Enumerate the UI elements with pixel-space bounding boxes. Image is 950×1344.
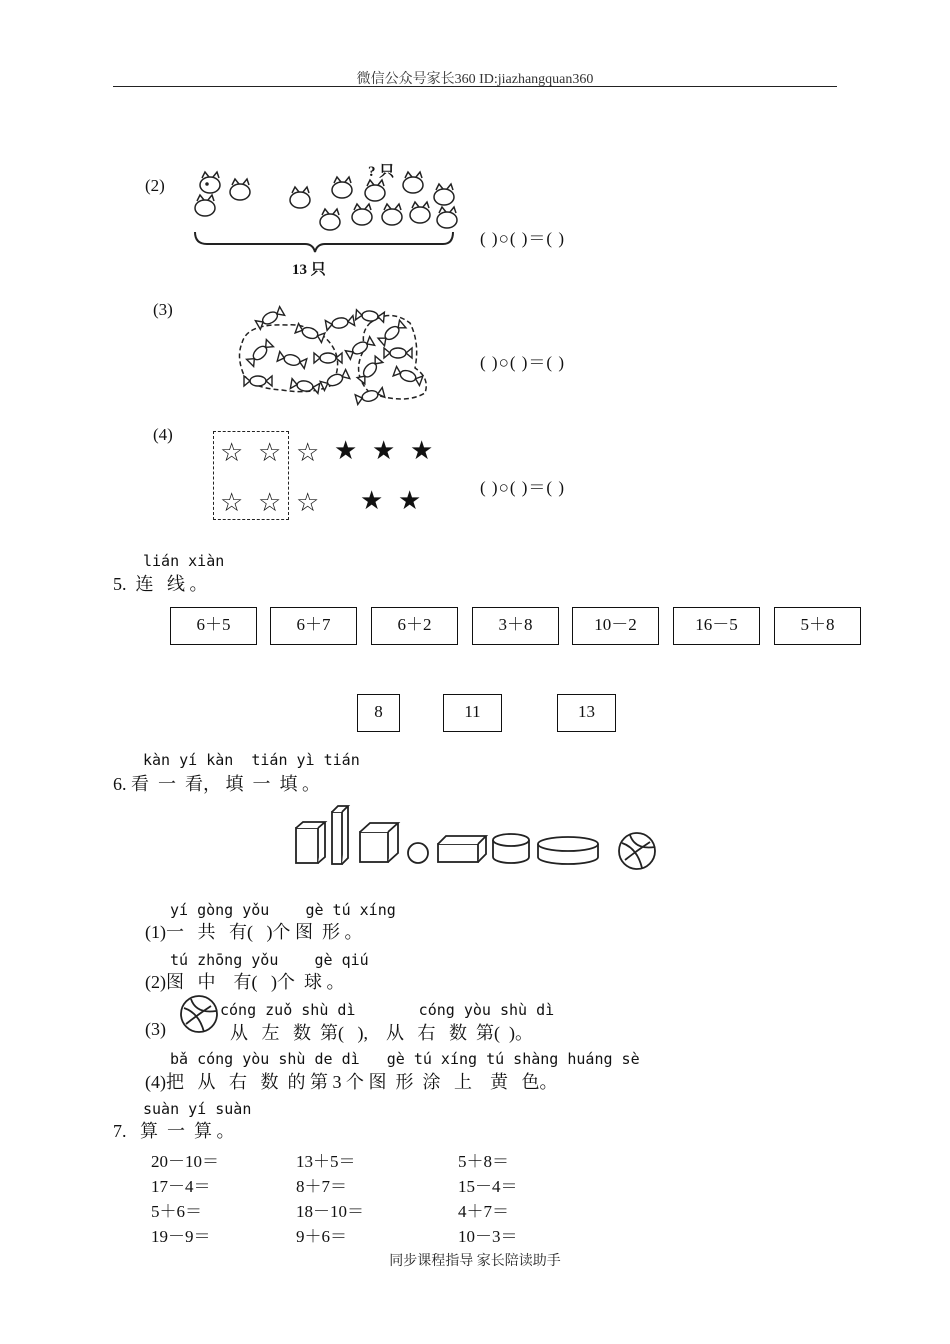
q6-sub1: (1)一 共 有( )个 图 形 。 [145, 922, 363, 942]
calc-item[interactable]: 18－10＝ [296, 1202, 364, 1221]
expression-box[interactable]: 6＋7 [270, 607, 357, 645]
filled-star-icon: ★ [372, 436, 396, 465]
q6-sub3-number: (3) [145, 1019, 166, 1039]
problem-4-equation[interactable]: ( )○( )＝( ) [480, 478, 565, 497]
expression-box[interactable]: 6＋5 [170, 607, 257, 645]
q5-pinyin: lián xiàn [143, 552, 225, 570]
calc-item[interactable]: 4＋7＝ [458, 1202, 509, 1221]
shapes-illustration [290, 800, 665, 875]
header-rule [113, 86, 837, 87]
candy-icon [244, 376, 272, 386]
problem-2-number: (2) [145, 176, 165, 195]
calc-item[interactable]: 8＋7＝ [296, 1177, 347, 1196]
pig-icon [365, 180, 385, 201]
problem-4-number: (4) [153, 425, 173, 444]
filled-star-icon: ★ [410, 436, 434, 465]
q5-title: 5. 连 线 。 [113, 574, 208, 594]
hollow-star-icon: ☆ [296, 488, 320, 517]
expression-box[interactable]: 3＋8 [472, 607, 559, 645]
q7-title: 7. 算 一 算 。 [113, 1121, 235, 1141]
total-brace [195, 232, 453, 252]
answer-box[interactable]: 8 [357, 694, 400, 732]
expression-box[interactable]: 16－5 [673, 607, 760, 645]
unknown-count-label: ? 只 [368, 164, 395, 180]
candy-icon [295, 324, 325, 343]
tall-cuboid-icon [332, 806, 348, 864]
answer-box[interactable]: 13 [557, 694, 616, 732]
calc-item[interactable]: 15－4＝ [458, 1177, 518, 1196]
filled-star-icon: ★ [360, 486, 384, 515]
calc-item[interactable]: 9＋6＝ [296, 1227, 347, 1246]
calc-item[interactable]: 5＋6＝ [151, 1202, 202, 1221]
expression-box[interactable]: 10－2 [572, 607, 659, 645]
candy-icon [247, 340, 274, 367]
hollow-star-icon: ☆ [220, 438, 244, 467]
candy-icon [356, 310, 385, 322]
pig-icon [320, 209, 340, 230]
expression-box[interactable]: 6＋2 [371, 607, 458, 645]
calc-item[interactable]: 20－10＝ [151, 1152, 219, 1171]
pig-icon [195, 195, 215, 216]
pig-icon [332, 177, 352, 198]
q6-sub3: 从 左 数 第( ), 从 右 数 第( )。 [230, 1023, 533, 1043]
pig-icon [410, 202, 430, 223]
filled-star-icon: ★ [398, 486, 422, 515]
candy-icon [277, 352, 307, 369]
pig-icon [200, 172, 220, 193]
cylinder-icon [493, 834, 529, 863]
candies-illustration [230, 298, 435, 413]
filled-star-icon: ★ [334, 436, 358, 465]
cuboid-icon [296, 822, 325, 863]
candy-icon [393, 367, 423, 386]
hollow-star-icon: ☆ [220, 488, 244, 517]
page-footer: 同步课程指导 家长陪读助手 [389, 1254, 561, 1269]
flat-cuboid-icon [438, 836, 486, 862]
total-count-label: 13 只 [292, 262, 326, 278]
q6-pinyin: kàn yí kàn tián yì tián [143, 751, 360, 769]
pig-icon [352, 204, 372, 225]
q6-sub2: (2)图 中 有( )个 球 。 [145, 972, 345, 992]
q6-sub4: (4)把 从 右 数 的 第 3 个 图 形 涂 上 黄 色。 [145, 1072, 558, 1092]
pig-icon [230, 179, 250, 200]
ball-icon [619, 833, 655, 869]
candy-icon [345, 337, 374, 360]
calc-item[interactable]: 10－3＝ [458, 1227, 518, 1246]
candy-icon [320, 370, 350, 391]
candy-icon [357, 356, 383, 384]
pig-icon [290, 187, 310, 208]
sphere-icon [408, 843, 428, 863]
ball-icon [179, 994, 221, 1036]
q6-sub3-pinyin: cóng zuǒ shù dì cóng yòu shù dì [220, 1001, 555, 1019]
problem-2-equation[interactable]: ( )○( )＝( ) [480, 229, 565, 248]
q6-title: 6. 看 一 看， 填 一 填 。 [113, 774, 320, 794]
q7-pinyin: suàn yí suàn [143, 1100, 252, 1118]
calc-item[interactable]: 5＋8＝ [458, 1152, 509, 1171]
q6-sub2-pinyin: tú zhōng yǒu gè qiú [170, 951, 369, 969]
q6-sub4-pinyin: bǎ cóng yòu shù de dì gè tú xíng tú shàng huáng sè [170, 1050, 640, 1068]
pig-icon [382, 204, 402, 225]
cube-icon [360, 823, 398, 862]
problem-3-equation[interactable]: ( )○( )＝( ) [480, 353, 565, 372]
pig-icon [437, 207, 457, 228]
stars-illustration [220, 438, 450, 518]
pig-icon [403, 172, 423, 193]
calc-item[interactable]: 17－4＝ [151, 1177, 211, 1196]
candy-icon [378, 320, 406, 346]
problem-3-number: (3) [153, 300, 173, 319]
candy-icon [325, 316, 354, 331]
calc-item[interactable]: 13＋5＝ [296, 1152, 356, 1171]
hollow-star-icon: ☆ [258, 438, 282, 467]
answer-box[interactable]: 11 [443, 694, 502, 732]
q6-sub1-pinyin: yí gòng yǒu gè tú xíng [170, 901, 396, 919]
calc-item[interactable]: 19－9＝ [151, 1227, 211, 1246]
expression-box[interactable]: 5＋8 [774, 607, 861, 645]
candy-icon [384, 348, 412, 358]
pig-icon [434, 184, 454, 205]
flat-cylinder-icon [538, 837, 598, 864]
hollow-star-icon: ☆ [296, 438, 320, 467]
candy-icon [290, 379, 319, 394]
pigs-illustration [185, 160, 470, 280]
page-header: 微信公众号家长360 ID:jiazhangquan360 [356, 72, 594, 87]
hollow-star-icon: ☆ [258, 488, 282, 517]
